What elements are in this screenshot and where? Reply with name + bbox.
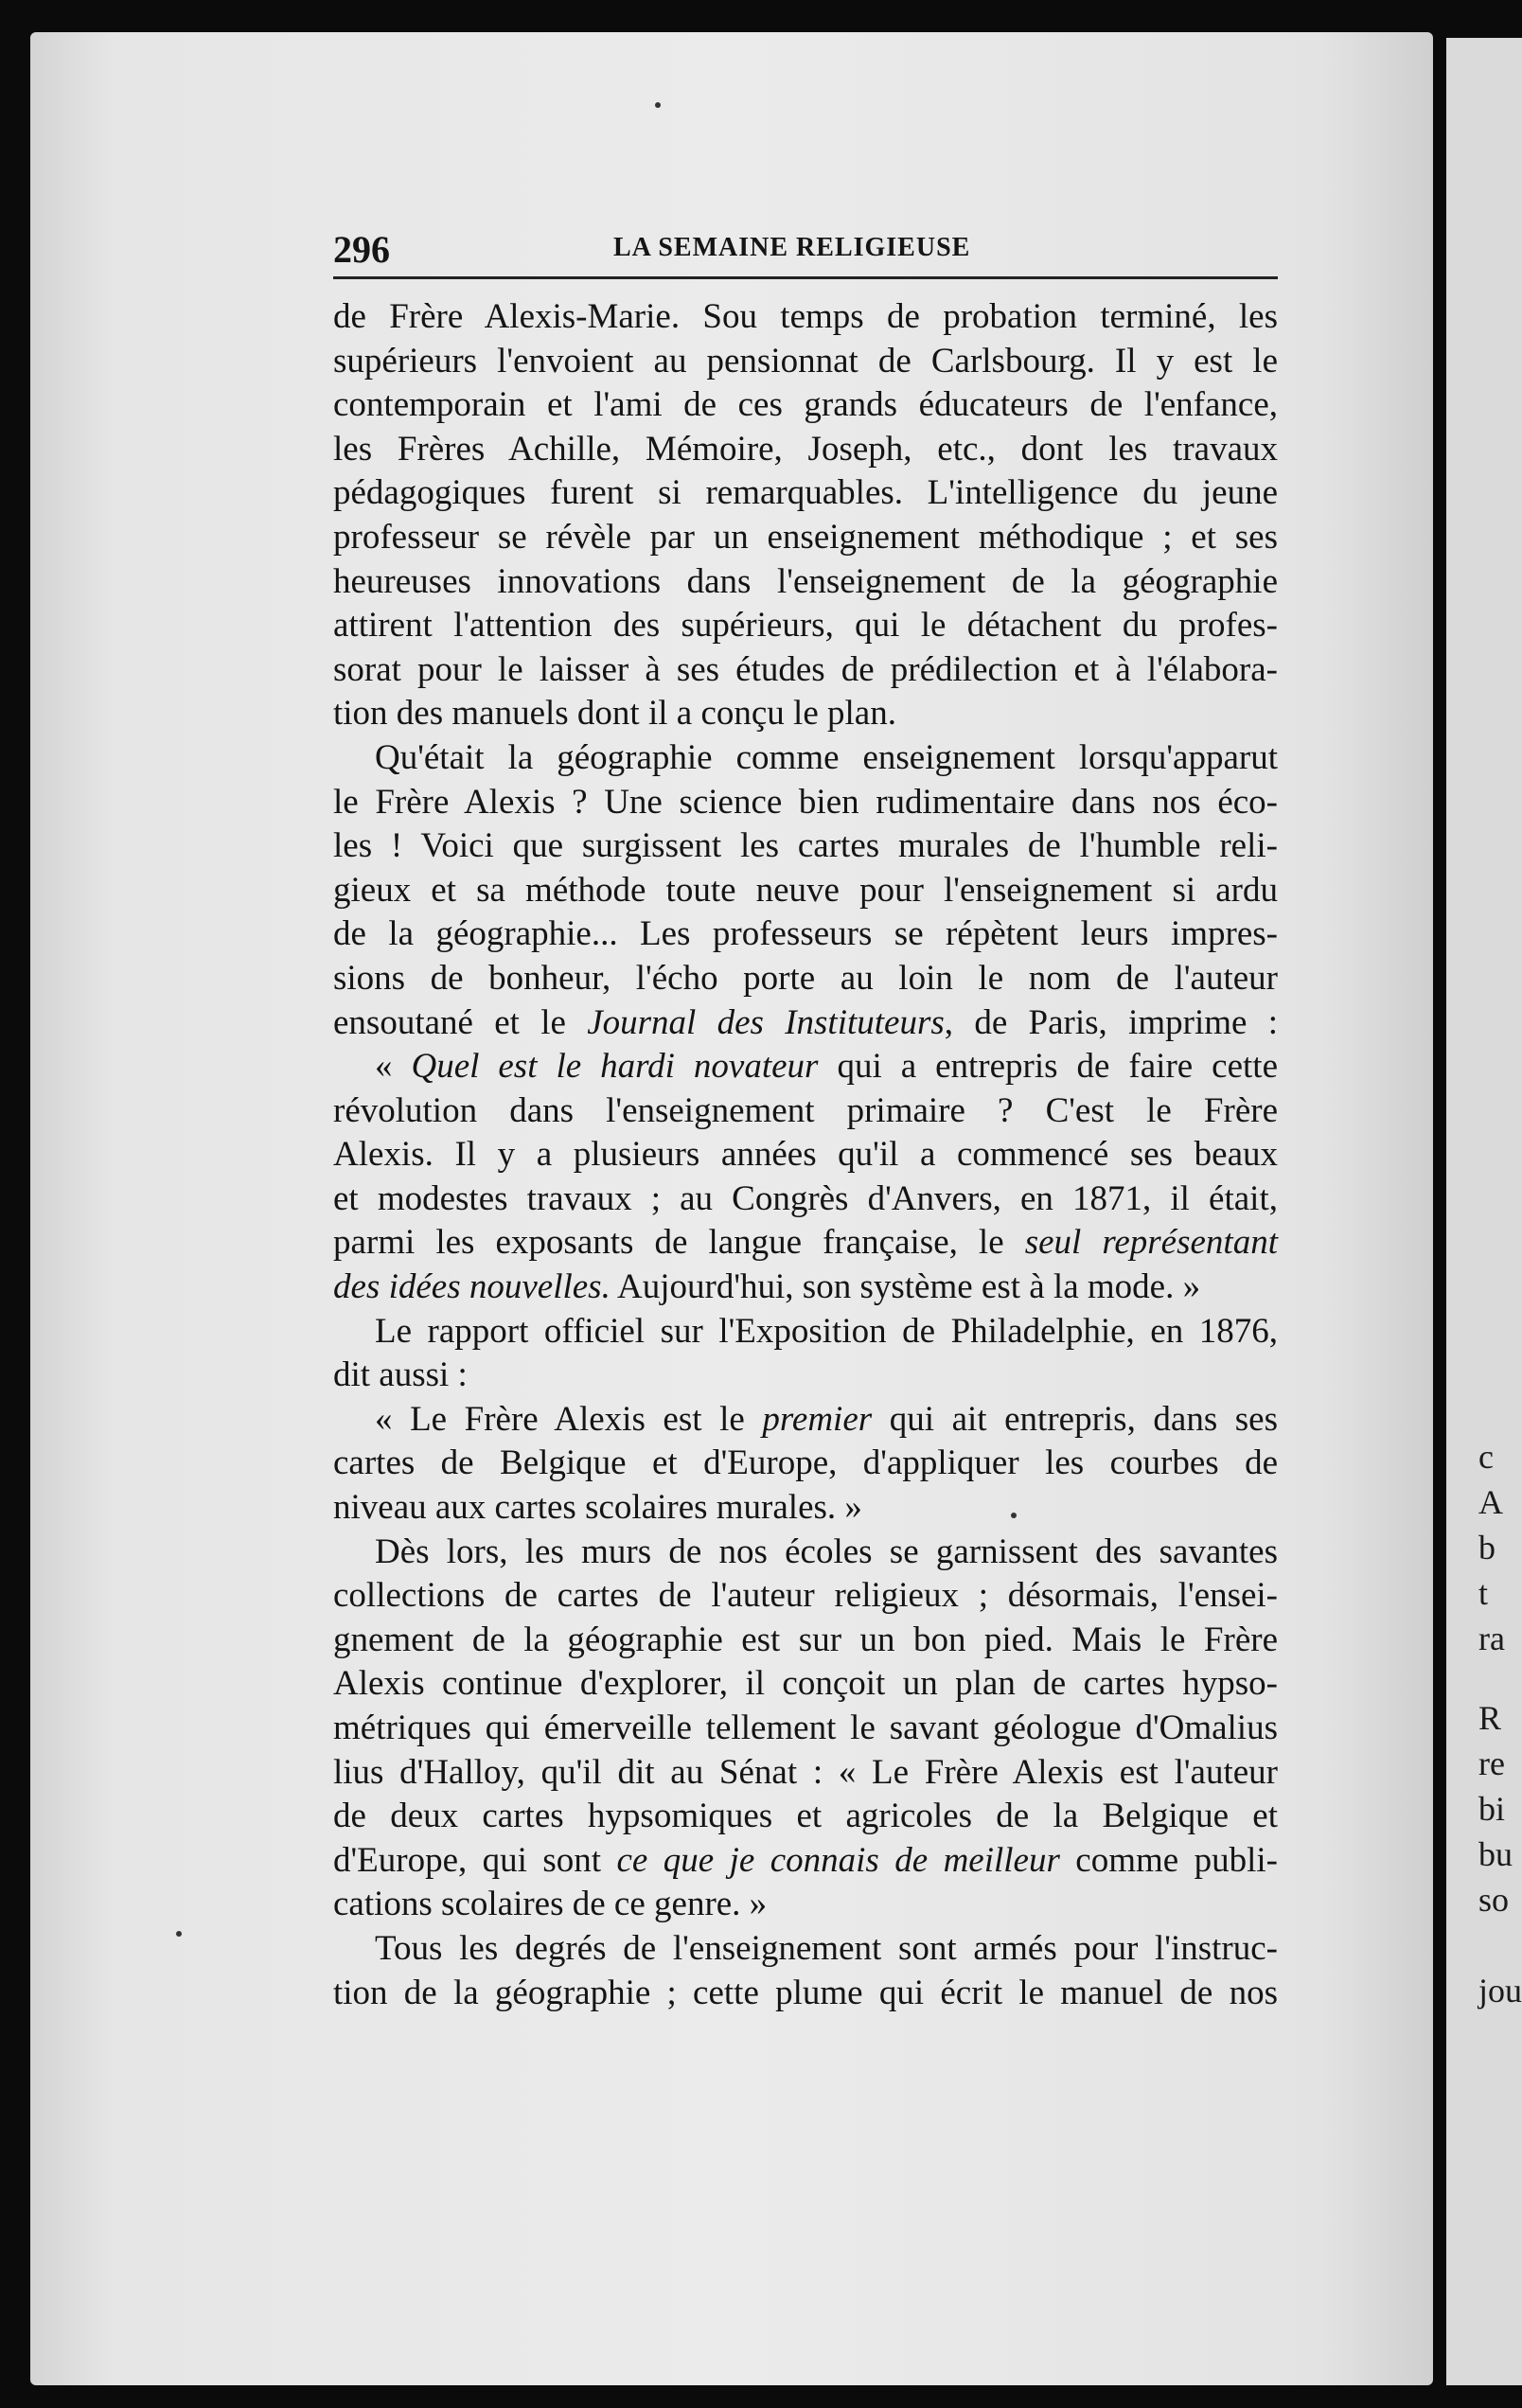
text-line: Tous les degrés de l'enseignement sont armés pour l'instruc- (375, 1928, 1278, 1968)
text-line: gieux et sa méthode toute neuve pour l'enseignement si ardu (333, 870, 1278, 910)
text-run: de deux cartes hypsom (333, 1797, 699, 1836)
text-line: lius d'Halloy, qu'il dit au Sénat : « Le Frère Alexis est l'auteur (333, 1752, 1278, 1792)
text-line: Alexis continue d'explorer, il conçoit un plan de cartes hypso- (333, 1664, 1278, 1704)
text-line (333, 1001, 1278, 1046)
text-line: sions de bonheur, l'écho porte au loin le nom de l'auteur (333, 958, 1278, 998)
adjacent-page-fragment: ra (1478, 1620, 1505, 1657)
running-title: LA SEMAINE RELIGIEUSE (613, 233, 971, 262)
italic-phrase: seul représentant (1024, 1223, 1278, 1263)
italic-word: premier (762, 1399, 873, 1439)
text-run: d'Europe, qui sont (333, 1840, 617, 1880)
running-header (333, 227, 1278, 279)
text-line (333, 1839, 1278, 1884)
text-line: tion des manuels dont il a conçu le plan. (333, 694, 896, 734)
text-line: les ! Voici que surgissent les cartes murales de l'humble reli- (333, 826, 1278, 866)
adjacent-page-fragment: jou (1478, 1972, 1522, 2010)
text-run: Aujourd'hui, son système est à la mode. » (610, 1267, 1201, 1307)
text-line: pédagogiques furent si remarquables. L'intelligence du jeune (333, 473, 1278, 513)
text-line (333, 1795, 1278, 1839)
adjacent-page-fragment: re (1478, 1744, 1505, 1782)
text-run: « (375, 1047, 412, 1087)
text-line: Le rapport officiel sur l'Exposition de Philadelphie, en 1876, (375, 1311, 1278, 1351)
text-line: Dès lors, les murs de nos écoles se garnissent des savantes (375, 1532, 1278, 1571)
italic-phrase: ce que je connais de meilleur (616, 1840, 1060, 1880)
text-line: niveau aux cartes scolaires murales. » (333, 1488, 862, 1528)
text-line: cations scolaires de ce genre. » (333, 1885, 768, 1924)
text-line: contemporain et l'ami de ces grands éducateurs de l'enfance, (333, 385, 1278, 425)
adjacent-page-fragment: c (1478, 1438, 1494, 1476)
text-line: les Frères Achille, Mémoire, Joseph, etc., dont les travaux (333, 429, 1278, 469)
text-line (333, 1221, 1278, 1266)
adjacent-page-fragment: A (1478, 1483, 1503, 1521)
text-run: , de Paris, imprime : (944, 1002, 1278, 1042)
text-line: sorat pour le laisser à ses études de prédilection et à l'élabora- (333, 649, 1278, 689)
text-run: comme publi- (1059, 1840, 1278, 1880)
text-line: le Frère Alexis ? Une science bien rudimentaire dans nos éco- (333, 782, 1278, 822)
text-run: iques et agricoles de la Belgique et (699, 1797, 1278, 1836)
text-run: qui ait entrepris, dans ses (872, 1399, 1279, 1439)
page-number: 296 (333, 228, 390, 271)
text-line: cartes de Belgique et d'Europe, d'appliquer les courbes de (333, 1443, 1278, 1483)
text-line: de la géographie... Les professeurs se répètent leurs impres- (333, 914, 1278, 954)
italic-quote: Quel est le hardi novateur (411, 1047, 819, 1087)
text-line: métriques qui émerveille tellement le savant géologue d'Omalius (333, 1709, 1278, 1747)
text-line: supérieurs l'envoient au pensionnat de Carlsbourg. Il y est le (333, 341, 1278, 381)
text-line: collections de cartes de l'auteur religieux ; désormais, l'ensei- (333, 1576, 1278, 1616)
adjacent-page-fragment: t (1478, 1574, 1489, 1612)
adjacent-page-edge (1446, 38, 1522, 2385)
adjacent-page-fragment: b (1478, 1529, 1495, 1567)
text-line: gnement de la géographie est sur un bon pied. Mais le Frère (333, 1620, 1278, 1659)
scan-speck (1011, 1513, 1017, 1518)
adjacent-page-fragment: bu (1478, 1835, 1513, 1873)
text-line (333, 1266, 1278, 1310)
text-line: dit aussi : (333, 1355, 468, 1395)
text-line: révolution dans l'enseignement primaire ? C'est le Frère (333, 1090, 1278, 1130)
text-line: Alexis. Il y a plusieurs années qu'il a commencé ses beaux (333, 1135, 1278, 1175)
text-run: qui a entrepris de faire cette (818, 1047, 1279, 1087)
text-line: heureuses innovations dans l'enseignement de la géographie (333, 561, 1278, 601)
text-line: Qu'était la géographie comme enseignement lorsqu'apparut (375, 737, 1278, 777)
text-line: et modestes travaux ; au Congrès d'Anvers, en 1871, il était, (333, 1178, 1278, 1218)
text-line (333, 1398, 1278, 1443)
italic-phrase: des idées nouvelles. (333, 1267, 611, 1307)
adjacent-page-fragment: R (1478, 1699, 1502, 1737)
scan-speck (176, 1931, 182, 1937)
text-run: « Le Frère Alexis est le (375, 1399, 763, 1439)
adjacent-page-fragment: so (1478, 1881, 1510, 1919)
text-line: de Frère Alexis-Marie. Sou temps de probation terminé, les (333, 297, 1278, 336)
text-run: parmi les exposants de langue française, le (333, 1223, 1025, 1263)
text-line: attirent l'attention des supérieurs, qui le détachent du profes- (333, 606, 1278, 646)
adjacent-page-fragment: bi (1478, 1790, 1506, 1828)
text-line: tion de la géographie ; cette plume qui écrit le manuel de nos (333, 1973, 1278, 2012)
scan-speck (655, 102, 661, 108)
text-run: ensoutané et le (333, 1002, 588, 1042)
page-body (333, 295, 1278, 2015)
text-line: professeur se révèle par un enseignement méthodique ; et ses (333, 517, 1278, 557)
italic-title: Journal des Instituteurs (587, 1002, 945, 1042)
text-line (333, 1045, 1278, 1089)
